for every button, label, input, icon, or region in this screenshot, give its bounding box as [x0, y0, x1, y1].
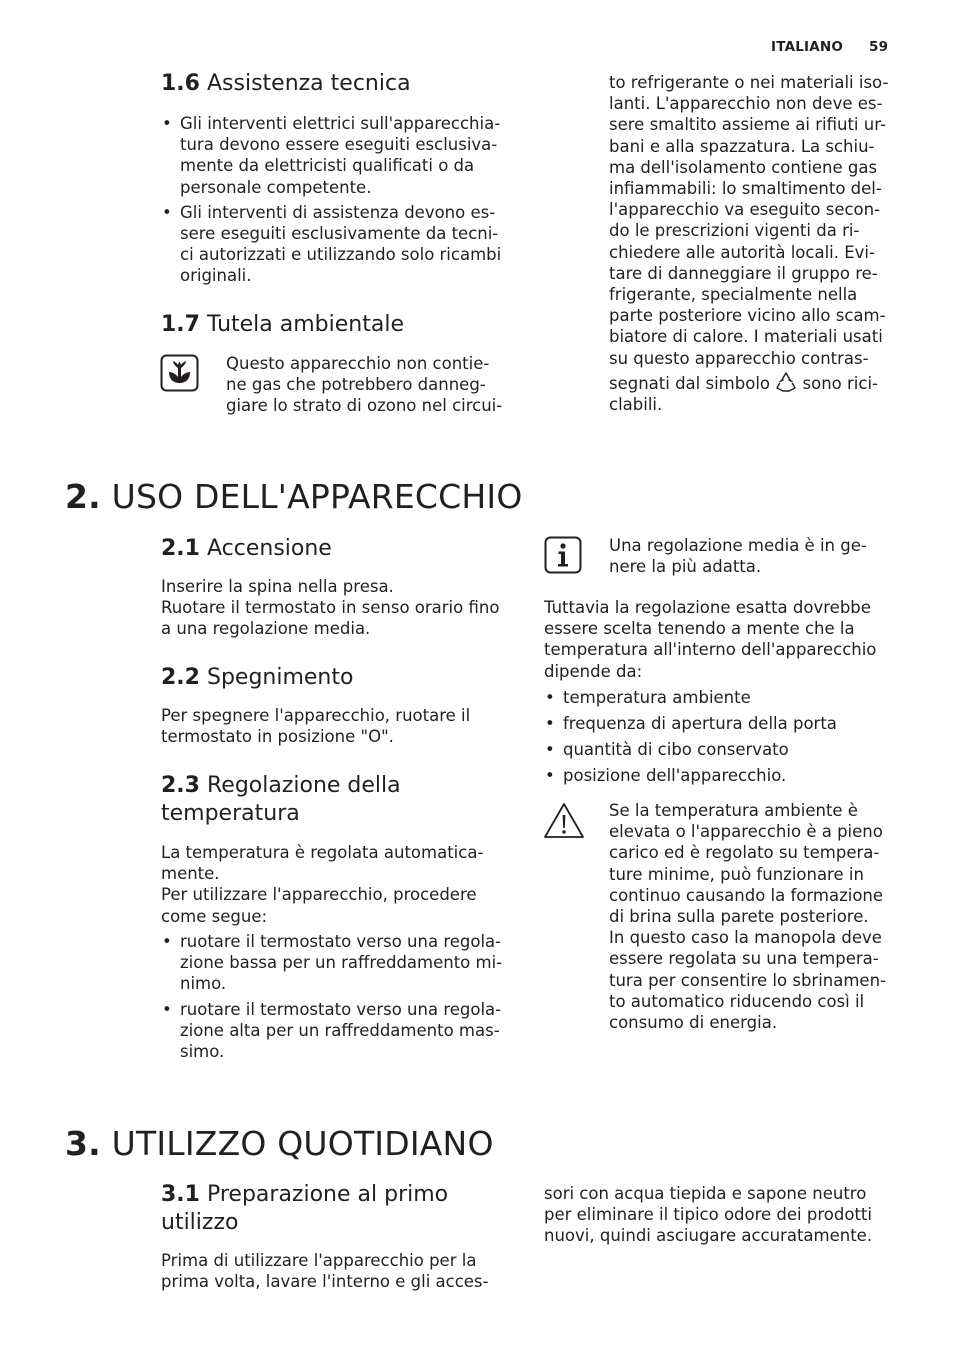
- text-line: tura per consentire lo sbrinamen-: [609, 970, 886, 990]
- list-item: [161, 931, 521, 995]
- text-line: essere scelta tenendo a mente che la: [544, 619, 855, 639]
- chapter-2-heading: [65, 477, 523, 517]
- text-line: bani e alla spazzatura. La schiu-: [609, 136, 875, 156]
- text-line: personale competente.: [180, 177, 372, 197]
- text-line: Per spegnere l'apparecchio, ruotare il: [161, 706, 471, 725]
- info-icon: [544, 536, 582, 574]
- bullet-list-1-6: [161, 113, 521, 287]
- recycle-icon: [775, 371, 797, 393]
- bullet-list-factors: [544, 687, 904, 786]
- text-line: sere smaltito assieme ai rifiuti ur-: [609, 115, 886, 135]
- chapter-number: 3.: [65, 1124, 101, 1163]
- chapter-number: 2.: [65, 477, 101, 516]
- header-language: ITALIANO: [771, 39, 844, 55]
- list-item: • temperatura ambiente: [544, 687, 904, 708]
- text-line: consumo di energia.: [609, 1013, 778, 1033]
- text-line: nimo.: [180, 974, 227, 994]
- section-2-1-text: [161, 576, 499, 640]
- chapter-title: UTILIZZO QUOTIDIANO: [111, 1124, 494, 1163]
- text-line: su questo apparecchio contras-: [609, 348, 869, 368]
- section-title: Preparazione al primo: [206, 1182, 449, 1207]
- text-line: nuovi, quindi asciugare accuratamente.: [544, 1226, 873, 1246]
- list-item: [161, 113, 521, 198]
- section-number: 2.2: [161, 665, 200, 690]
- section-title-cont: utilizzo: [161, 1210, 239, 1235]
- text-line: clabili.: [609, 395, 663, 415]
- text-line: Se la temperatura ambiente è: [609, 801, 858, 820]
- section-number: 1.6: [161, 71, 200, 96]
- list-item: • frequenza di apertura della porta: [544, 713, 904, 734]
- text-line: tare di danneggiare il gruppo re-: [609, 263, 878, 283]
- text-line: elevata o l'apparecchio è a pieno: [609, 822, 883, 842]
- section-number: 3.1: [161, 1182, 200, 1207]
- text-line: mente da elettricisti qualificati o da: [180, 156, 475, 176]
- section-2-3-text: [161, 842, 483, 927]
- section-2-3-heading: [161, 772, 401, 828]
- text-line: temperatura all'interno dell'apparecchio: [544, 640, 877, 660]
- text-line: lanti. L'apparecchio non deve es-: [609, 94, 883, 114]
- text-line: come segue:: [161, 906, 268, 926]
- text-line: ture minime, può funzionare in: [609, 864, 864, 884]
- text-line: • Gli interventi di assistenza devono es-: [180, 202, 496, 222]
- section-3-1-text-left: [161, 1250, 489, 1292]
- section-title-cont: temperatura: [161, 801, 300, 826]
- text-line: mente.: [161, 864, 220, 884]
- section-number: 1.7: [161, 312, 200, 337]
- text-line: carico ed è regolato su tempera-: [609, 843, 880, 863]
- text-line: simo.: [180, 1042, 225, 1062]
- text-line: dipende da:: [544, 661, 643, 681]
- text-line: ma dell'isolamento contiene gas: [609, 157, 878, 177]
- section-1-7-heading: [161, 311, 404, 339]
- text-line: infiammabili: lo smaltimento del-: [609, 179, 882, 199]
- text-line: termostato in posizione "O".: [161, 727, 394, 747]
- section-title: Spegnimento: [206, 665, 354, 690]
- chapter-title: USO DELL'APPARECCHIO: [111, 477, 523, 516]
- regulation-text: [544, 597, 876, 682]
- text-line: l'apparecchio va eseguito secon-: [609, 200, 881, 220]
- environment-text-right: [609, 72, 888, 415]
- text-line: ci autorizzati e utilizzando solo ricambi: [180, 245, 502, 265]
- text-line: a una regolazione media.: [161, 619, 371, 639]
- text-line: zione bassa per un raffreddamento mi-: [180, 953, 503, 973]
- text-line: to automatico riducendo così il: [609, 991, 865, 1011]
- text-line: La temperatura è regolata automatica-: [161, 843, 484, 862]
- text-fragment: sono rici-: [802, 373, 878, 393]
- section-title: Assistenza tecnica: [206, 71, 411, 96]
- text-line: • Gli interventi elettrici sull'apparecchia-: [180, 114, 501, 133]
- warning-icon: [543, 801, 585, 839]
- text-line: Questo apparecchio non contie-: [226, 354, 490, 373]
- section-2-2-text: [161, 705, 470, 747]
- list-item: [161, 999, 521, 1063]
- text-line: parte posteriore vicino allo scam-: [609, 306, 886, 326]
- text-line: tura devono essere eseguiti esclusiva-: [180, 135, 498, 155]
- text-line: sori con acqua tiepida e sapone neutro: [544, 1184, 867, 1203]
- text-line: di brina sulla parete posteriore.: [609, 907, 869, 927]
- text-line: chiedere alle autorità locali. Evi-: [609, 242, 875, 262]
- text-line: frigerante, specialmente nella: [609, 285, 858, 305]
- text-line: continuo causando la formazione: [609, 885, 884, 905]
- warning-note-text: [609, 800, 886, 1033]
- section-2-1-heading: [161, 535, 332, 563]
- text-line: originali.: [180, 266, 252, 286]
- section-1-6-heading: [161, 70, 411, 98]
- text-line: giare lo strato di ozono nel circui-: [226, 396, 503, 416]
- section-title: Accensione: [206, 536, 332, 561]
- environment-flower-icon: [160, 354, 199, 392]
- text-line: Tuttavia la regolazione esatta dovrebbe: [544, 598, 871, 617]
- section-2-2-heading: [161, 664, 353, 692]
- text-line: Per utilizzare l'apparecchio, procedere: [161, 885, 477, 905]
- section-title: Regolazione della: [206, 773, 401, 798]
- text-line: • ruotare il termostato verso una regola-: [180, 932, 502, 951]
- chapter-3-heading: [65, 1124, 494, 1164]
- text-line: In questo caso la manopola deve: [609, 928, 882, 948]
- list-item: • quantità di cibo conservato: [544, 739, 904, 760]
- list-item: [161, 202, 521, 287]
- text-line: • ruotare il termostato verso una regola-: [180, 999, 502, 1019]
- text-line: [609, 371, 888, 394]
- text-line: Una regolazione media è in ge-: [609, 536, 867, 555]
- text-line: do le prescrizioni vigenti da ri-: [609, 221, 860, 241]
- text-line: ne gas che potrebbero danneg-: [226, 375, 486, 395]
- text-line: per eliminare il tipico odore dei prodotti: [544, 1205, 872, 1225]
- text-line: nere la più adatta.: [609, 557, 762, 577]
- text-line: to refrigerante o nei materiali iso-: [609, 73, 889, 92]
- info-note-text: [609, 535, 867, 577]
- section-title: Tutela ambientale: [206, 312, 404, 337]
- bullet-list-2-3: [161, 931, 521, 1062]
- text-line: Inserire la spina nella presa.: [161, 577, 394, 596]
- section-number: 2.1: [161, 536, 200, 561]
- list-item: • posizione dell'apparecchio.: [544, 765, 904, 786]
- text-fragment: segnati dal simbolo: [609, 373, 771, 393]
- text-line: sere eseguiti esclusivamente da tecni-: [180, 224, 499, 244]
- text-line: Ruotare il termostato in senso orario fino: [161, 598, 500, 618]
- text-line: Prima di utilizzare l'apparecchio per la: [161, 1251, 477, 1270]
- page-number: 59: [869, 39, 889, 55]
- text-line: zione alta per un raffreddamento mas-: [180, 1020, 500, 1040]
- text-line: essere regolata su una tempera-: [609, 949, 879, 969]
- section-number: 2.3: [161, 773, 200, 798]
- text-line: prima volta, lavare l'interno e gli acces-: [161, 1272, 489, 1292]
- environment-text-left: [226, 353, 502, 417]
- section-3-1-heading: [161, 1181, 448, 1237]
- text-line: biatore di calore. I materiali usati: [609, 327, 883, 347]
- section-3-1-text-right: [544, 1183, 872, 1247]
